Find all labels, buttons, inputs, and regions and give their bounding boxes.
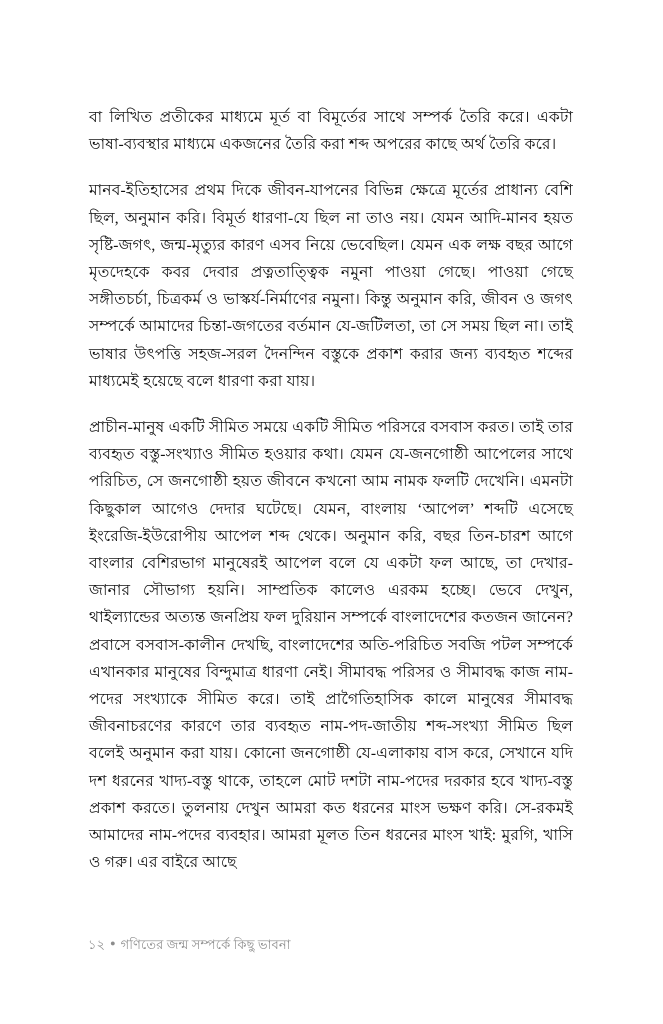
- bullet-separator-icon: ●: [110, 938, 116, 948]
- body-paragraph: মানব-ইতিহাসের প্রথম দিকে জীবন-যাপনের বিভিন্ন ক্ষেত্রে মূর্তের প্রাধান্য বেশি ছিল, অনুমান করি। বিমূর্ত ধারণা-যে ছিল না তাও নয়। যেমন আদি-মানব হয়ত সৃষ্টি-জগৎ, জন্ম-মৃত্যুর কারণ এসব নিয়ে ভেবেছিল। যেমন এক লক্ষ বছর আগে মৃতদেহকে কবর দেবার প্রত্নতাত্ত্বিক নমুনা পাওয়া গেছে। পাওয়া গেছে সঙ্গীতচর্চা, চিত্রকর্ম ও ভাস্কর্য-নির্মাণের নমুনা। কিন্তু অনুমান করি, জীবন ও জগৎ সম্পর্কে আমাদের চিন্তা-জগতের বর্তমান যে-জটিলতা, তা সে সময় ছিল না। তাই ভাষার উৎপত্তি সহজ-সরল দৈনন্দিন বস্তুকে প্রকাশ করার জন্য ব্যবহৃত শব্দের মাধ্যমেই হয়েছে বলে ধারণা করা যায়।: [89, 182, 573, 390]
- body-paragraph: বা লিখিত প্রতীকের মাধ্যমে মূর্ত বা বিমূর্তের সাথে সম্পর্ক তৈরি করে। একটা ভাষা-ব্যবস্থার মাধ্যমে একজনের তৈরি করা শব্দ অপরের কাছে অর্থ তৈরি করে।: [89, 109, 573, 154]
- page-text-block: [89, 104, 573, 876]
- body-paragraph: প্রাচীন-মানুষ একটি সীমিত সময়ে একটি সীমিত পরিসরে বসবাস করত। তাই তার ব্যবহৃত বস্তু-সংখ্যাও সীমিত হওয়ার কথা। যেমন যে-জনগোষ্ঠী আপেলের সাথে পরিচিত, সে জনগোষ্ঠী হয়ত জীবনে কখনো আম নামক ফলটি দেখেনি। এমনটা কিছুকাল আগেও দেদার ঘটেছে। যেমন, বাংলায় ‘আপেল’ শব্দটি এসেছে ইংরেজি-ইউরোপীয় আপেল শব্দ থেকে। অনুমান করি, বছর তিন-চারশ আগে বাংলার বেশিরভাগ মানুষেরই আপেল বলে যে একটা ফল আছে, তা দেখার-জানার সৌভাগ্য হয়নি। সাম্প্রতিক কালেও এরকম হচ্ছে। ভেবে দেখুন, থাইল্যান্ডের অত্যন্ত জনপ্রিয় ফল দুরিয়ান সম্পর্কে বাংলাদেশের কতজন জানেন? প্রবাসে বসবাস-কালীন দেখছি, বাংলাদেশের অতি-পরিচিত সবজি পটল সম্পর্কে এখানকার মানুষের বিন্দুমাত্র ধারণা নেই। সীমাবদ্ধ পরিসর ও সীমাবদ্ধ কাজ নাম-পদের সংখ্যাকে সীমিত করে। তাই প্রাগৈতিহাসিক কালে মানুষের সীমাবদ্ধ জীবনাচরণের কারণে তার ব্যবহৃত নাম-পদ-জাতীয় শব্দ-সংখ্যা সীমিত ছিল বলেই অনুমান করা যায়। কোনো জনগোষ্ঠী যে-এলাকায় বাস করে, সেখানে যদি দশ ধরনের খাদ্য-বস্তু থাকে, তাহলে মোট দশটা নাম-পদের দরকার হবে খাদ্য-বস্তু প্রকাশ করতে। তুলনায় দেখুন আমরা কত ধরনের মাংস ভক্ষণ করি। সে-রকমই আমাদের নাম-পদের ব্যবহার। আমরা মূলত তিন ধরনের মাংস খাই: মুরগি, খাসি ও গরু। এর বাইরে আছে: [89, 419, 573, 872]
- page-number: ১২: [88, 937, 106, 952]
- running-title: গণিতের জন্ম সম্পর্কে কিছু ভাবনা: [120, 937, 291, 952]
- page-footer: [88, 936, 572, 955]
